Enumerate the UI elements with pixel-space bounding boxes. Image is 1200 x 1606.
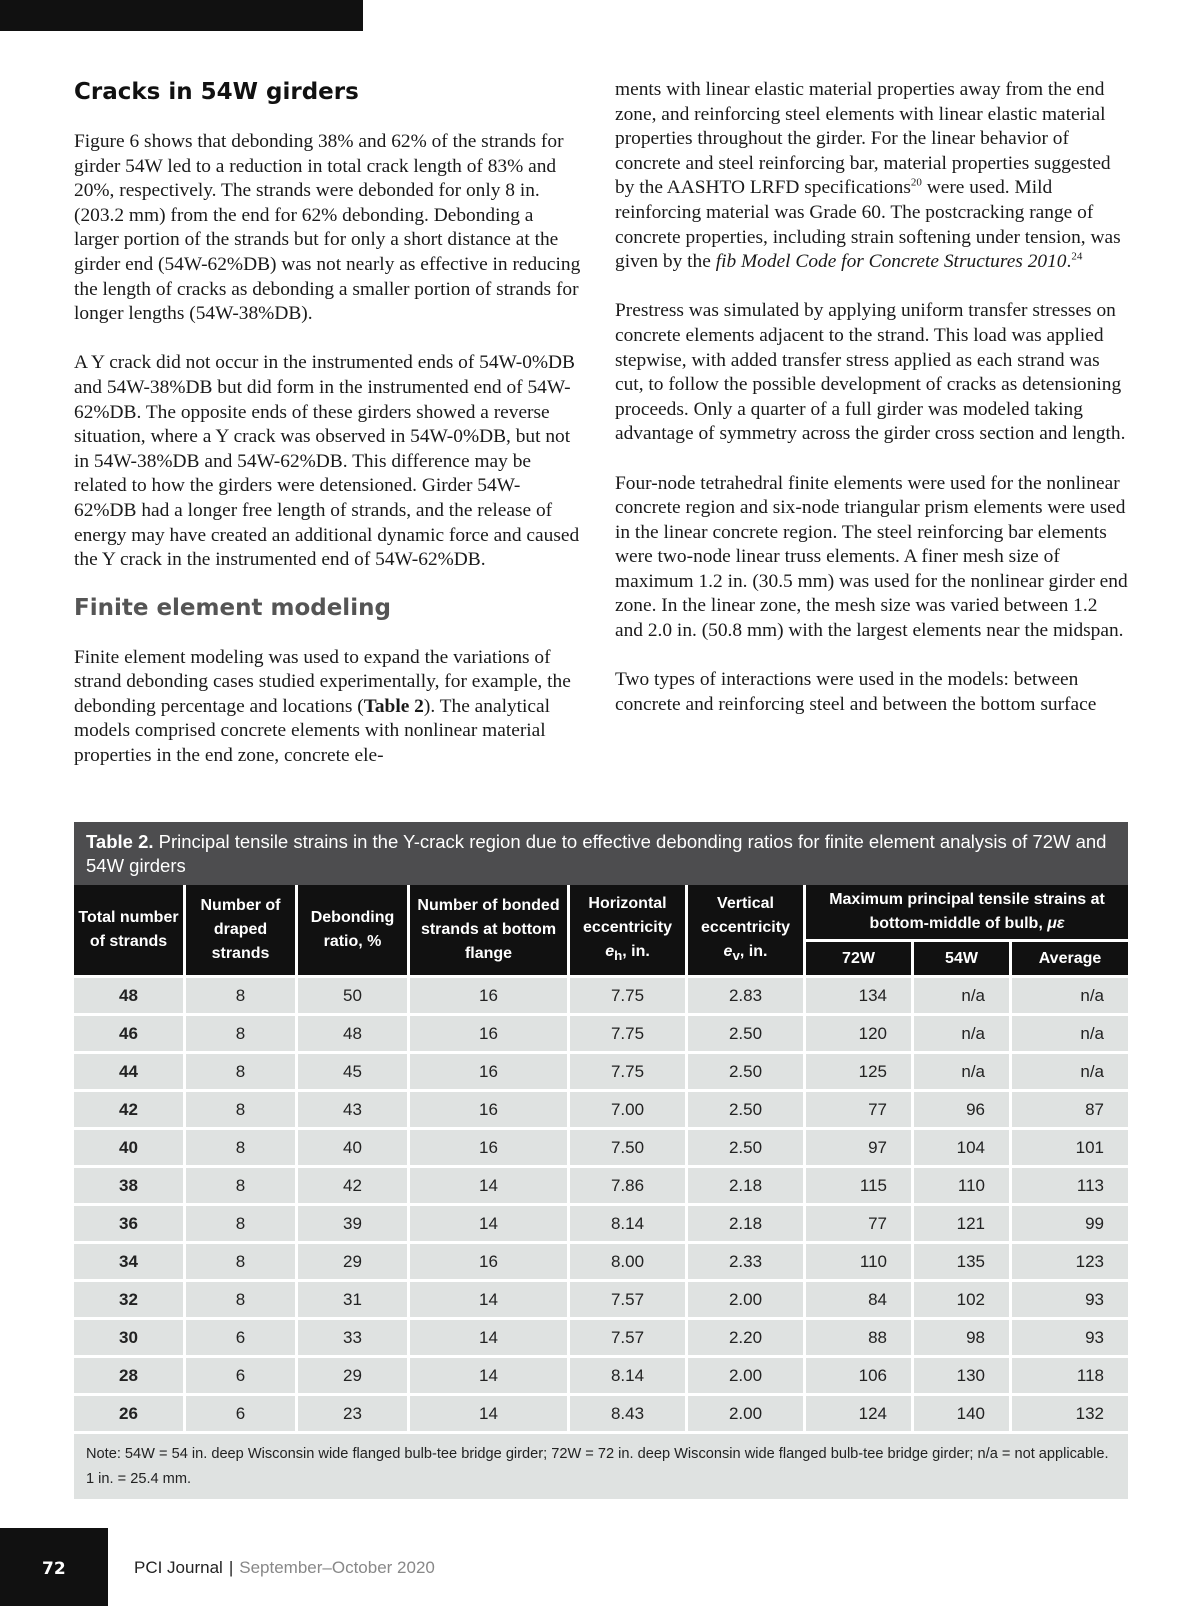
table-body <box>74 978 1128 1434</box>
table-cell: 2.18 <box>688 1168 806 1206</box>
paragraph: A Y crack did not occur in the instrumented ends of 54W-0%DB and 54W-38%DB but did form in the instrumented end of 54W-62%DB. The opposite ends of these girders showed a reverse situation, where a Y crack was observed in 54W-0%DB, but not in 54W-38%DB and 54W-62%DB. This difference may be related to how the girders were detensioned. Girder 54W-62%DB had a longer free length of strands, and the release of energy may have created an additional dynamic force and caused the Y crack in the instrumented end of 54W-62%DB. <box>74 352 580 571</box>
table-cell: 2.00 <box>688 1396 806 1434</box>
table-cell: 29 <box>298 1244 410 1282</box>
table-cell: 140 <box>914 1396 1012 1434</box>
table-cell: 2.00 <box>688 1358 806 1396</box>
table-cell: 16 <box>410 1054 570 1092</box>
table-cell: 29 <box>298 1358 410 1396</box>
table-cell: 48 <box>298 1016 410 1054</box>
table-cell: n/a <box>1012 1054 1128 1092</box>
table-cell: 99 <box>1012 1206 1128 1244</box>
table-cell: 45 <box>298 1054 410 1092</box>
table-cell: 2.50 <box>688 1130 806 1168</box>
col-header-ratio: Debonding ratio, % <box>298 885 410 978</box>
header-bar <box>0 0 363 31</box>
table-cell: 32 <box>74 1282 186 1320</box>
table-cell: 96 <box>914 1092 1012 1130</box>
table-cell: 113 <box>1012 1168 1128 1206</box>
table-cell: 7.75 <box>570 1016 688 1054</box>
paragraph: Finite element modeling was used to expand the variations of strand debonding cases studied experimentally, for example, the debonding percentage and locations (Table 2). The analytical models comprised concrete elements with nonlinear material properties in the end zone, concrete ele- <box>74 646 571 767</box>
table-cell: 16 <box>410 1130 570 1168</box>
table-cell: 8 <box>186 1282 298 1320</box>
table-cell: 102 <box>914 1282 1012 1320</box>
table-row <box>74 1054 1128 1092</box>
paragraph: Prestress was simulated by applying uniform transfer stresses on concrete elements adjacent to the strand. This load was applied stepwise, with added transfer stress applied as each strand was cut, to follow the possible development of cracks as detensioning proceeds. Only a quarter of a full girder was modeled taking advantage of symmetry across the girder cross section and length. <box>615 300 1126 445</box>
table-cell: 104 <box>914 1130 1012 1168</box>
table-row <box>74 1358 1128 1396</box>
table-cell: 93 <box>1012 1320 1128 1358</box>
table-cell: 134 <box>806 978 914 1016</box>
table-cell: 97 <box>806 1130 914 1168</box>
table-cell: 39 <box>298 1206 410 1244</box>
table-cell: 42 <box>298 1168 410 1206</box>
table-cell: n/a <box>914 978 1012 1016</box>
table-cell: 16 <box>410 1244 570 1282</box>
table-cell: 2.83 <box>688 978 806 1016</box>
table-cell: 124 <box>806 1396 914 1434</box>
table-row <box>74 978 1128 1016</box>
table-cell: 77 <box>806 1092 914 1130</box>
table-cell: 38 <box>74 1168 186 1206</box>
table-cell: 23 <box>298 1396 410 1434</box>
strain-table <box>74 885 1128 1434</box>
table-cell: 6 <box>186 1358 298 1396</box>
table-cell: 8.14 <box>570 1206 688 1244</box>
col-header-horizontal: Horizontal eccentricity $e_h$, in. <box>570 885 688 978</box>
right-column <box>615 78 1130 717</box>
citation-ref: 24 <box>1071 250 1083 263</box>
table-cell: 8 <box>186 1054 298 1092</box>
table-cell: 14 <box>410 1206 570 1244</box>
table-cell: 101 <box>1012 1130 1128 1168</box>
paragraph: Two types of interactions were used in the models: between concrete and reinforcing steel and between the bottom surface <box>615 669 1097 715</box>
table-cell: 132 <box>1012 1396 1128 1434</box>
table-cell: 16 <box>410 1016 570 1054</box>
table-cell: 98 <box>914 1320 1012 1358</box>
table-cell: 2.33 <box>688 1244 806 1282</box>
table-cell: 2.00 <box>688 1282 806 1320</box>
table-cell: 110 <box>806 1244 914 1282</box>
left-column <box>74 78 582 769</box>
table-cell: 110 <box>914 1168 1012 1206</box>
table-cell: 26 <box>74 1396 186 1434</box>
table-row <box>74 1320 1128 1358</box>
table-cell: 7.57 <box>570 1320 688 1358</box>
table-row <box>74 1282 1128 1320</box>
table-cell: 40 <box>74 1130 186 1168</box>
table-cell: 7.50 <box>570 1130 688 1168</box>
table-row <box>74 1130 1128 1168</box>
table-cell: 123 <box>1012 1244 1128 1282</box>
table-cell: 93 <box>1012 1282 1128 1320</box>
table-cell: 40 <box>298 1130 410 1168</box>
table-row <box>74 1396 1128 1434</box>
table-cell: 7.75 <box>570 1054 688 1092</box>
table-cell: 88 <box>806 1320 914 1358</box>
citation-ref: 20 <box>910 176 922 189</box>
paragraph: Figure 6 shows that debonding 38% and 62% of the strands for girder 54W led to a reduction in total crack length of 83% and 20%, respectively. The strands were debonded for only 8 in. (203.2 mm) from the end for 62% debonding. Debonding a larger portion of the strands but for only a short distance at the girder end (54W-62%DB) was not nearly as effective in reducing the length of cracks as debonding a smaller portion of strands for longer lengths (54W-38%DB). <box>74 131 581 325</box>
col-header-72w: 72W <box>806 942 914 978</box>
table-cell: 2.18 <box>688 1206 806 1244</box>
issue-date: September–October 2020 <box>239 1558 435 1577</box>
table-cell: 118 <box>1012 1358 1128 1396</box>
table-cell: 8 <box>186 1168 298 1206</box>
table-cell: 8 <box>186 1092 298 1130</box>
table-cell: 44 <box>74 1054 186 1092</box>
table-cell: 50 <box>298 978 410 1016</box>
table-cell: 36 <box>74 1206 186 1244</box>
section-heading-fem: Finite element modeling <box>74 594 391 621</box>
table-cell: 7.57 <box>570 1282 688 1320</box>
table-cell: 8 <box>186 1130 298 1168</box>
table-row <box>74 1244 1128 1282</box>
table-cell: 135 <box>914 1244 1012 1282</box>
table-cell: 14 <box>410 1282 570 1320</box>
table-reference: Table 2 <box>363 695 424 717</box>
table-cell: 16 <box>410 978 570 1016</box>
table-cell: 106 <box>806 1358 914 1396</box>
table-cell: 14 <box>410 1168 570 1206</box>
table-cell: n/a <box>1012 1016 1128 1054</box>
table-cell: 8 <box>186 1206 298 1244</box>
table-row <box>74 1092 1128 1130</box>
table-cell: 77 <box>806 1206 914 1244</box>
table-note: Note: 54W = 54 in. deep Wisconsin wide flanged bulb-tee bridge girder; 72W = 72 in. deep Wisconsin wide flanged bulb-tee bridge girder; n/a = not applicable. 1 in. = 25.4 mm. <box>74 1434 1128 1499</box>
italic-title: fib Model Code for Concrete Structures 2010 <box>715 251 1067 273</box>
paragraph: ments with linear elastic material properties away from the end zone, and reinforcing steel elements with linear elastic material properties throughout the girder. For the linear behavior of concrete and steel reinforcing bar, material properties suggested by the AASHTO LRFD specifications$^{20}$ were used. Mild reinforcing material was Grade 60. The postcracking range of concrete properties, including strain softening under tension, was given by the fib Model Code for Concrete Structures 2010.24 <box>615 79 1121 273</box>
table-cell: 43 <box>298 1092 410 1130</box>
table-cell: 125 <box>806 1054 914 1092</box>
table-cell: 7.75 <box>570 978 688 1016</box>
col-header-54w: 54W <box>914 942 1012 978</box>
table-cell: n/a <box>1012 978 1128 1016</box>
table-cell: n/a <box>914 1054 1012 1092</box>
col-header-vertical: Vertical eccentricity $e_v$, in. <box>688 885 806 978</box>
table-cell: 42 <box>74 1092 186 1130</box>
table-cell: 30 <box>74 1320 186 1358</box>
table-cell: 28 <box>74 1358 186 1396</box>
table-cell: 33 <box>298 1320 410 1358</box>
table-cell: 121 <box>914 1206 1012 1244</box>
table-cell: 14 <box>410 1396 570 1434</box>
table-row <box>74 1206 1128 1244</box>
table-cell: 2.20 <box>688 1320 806 1358</box>
journal-name: PCI Journal <box>134 1558 223 1577</box>
table-row <box>74 1016 1128 1054</box>
table-cell: 87 <box>1012 1092 1128 1130</box>
col-header-bonded: Number of bonded strands at bottom flange <box>410 885 570 978</box>
table-cell: 31 <box>298 1282 410 1320</box>
table-cell: 8 <box>186 1244 298 1282</box>
table-cell: 48 <box>74 978 186 1016</box>
col-header-max-strain: Maximum principal tensile strains at bottom-middle of bulb, με <box>806 885 1128 942</box>
table-cell: 8.43 <box>570 1396 688 1434</box>
table-cell: 7.86 <box>570 1168 688 1206</box>
table-row <box>74 1168 1128 1206</box>
table-cell: 34 <box>74 1244 186 1282</box>
table-cell: 16 <box>410 1092 570 1130</box>
page-number: 72 <box>42 1559 66 1579</box>
table-cell: 6 <box>186 1396 298 1434</box>
table-cell: 2.50 <box>688 1054 806 1092</box>
table-cell: 2.50 <box>688 1092 806 1130</box>
table-cell: 46 <box>74 1016 186 1054</box>
table-cell: 8.14 <box>570 1358 688 1396</box>
table-cell: 6 <box>186 1320 298 1358</box>
section-heading-cracks: Cracks in 54W girders <box>74 79 359 105</box>
table-cell: 2.50 <box>688 1016 806 1054</box>
table-cell: 8.00 <box>570 1244 688 1282</box>
table-cell: 14 <box>410 1358 570 1396</box>
table-caption: Table 2. Principal tensile strains in the Y-crack region due to effective debonding ratios for finite element analysis of 72W and 54W girders <box>74 822 1128 885</box>
table-cell: 84 <box>806 1282 914 1320</box>
table-cell: n/a <box>914 1016 1012 1054</box>
data-table-section <box>74 822 1128 1499</box>
paragraph: Four-node tetrahedral finite elements were used for the nonlinear concrete region and six-node triangular prism elements were used in the linear concrete region. The steel reinforcing bar elements were two-node linear truss elements. A finer mesh size of maximum 1.2 in. (30.5 mm) was used for the nonlinear girder end zone. In the linear zone, the mesh size was varied between 1.2 and 2.0 in. (50.8 mm) with the largest elements near the midspan. <box>615 472 1128 642</box>
table-cell: 115 <box>806 1168 914 1206</box>
col-header-average: Average <box>1012 942 1128 978</box>
footer: PCI Journal | September–October 2020 <box>134 1558 435 1577</box>
table-cell: 14 <box>410 1320 570 1358</box>
table-cell: 7.00 <box>570 1092 688 1130</box>
table-cell: 130 <box>914 1358 1012 1396</box>
table-cell: 8 <box>186 1016 298 1054</box>
col-header-total: Total number of strands <box>74 885 186 978</box>
table-cell: 120 <box>806 1016 914 1054</box>
col-header-draped: Number of draped strands <box>186 885 298 978</box>
table-cell: 8 <box>186 978 298 1016</box>
